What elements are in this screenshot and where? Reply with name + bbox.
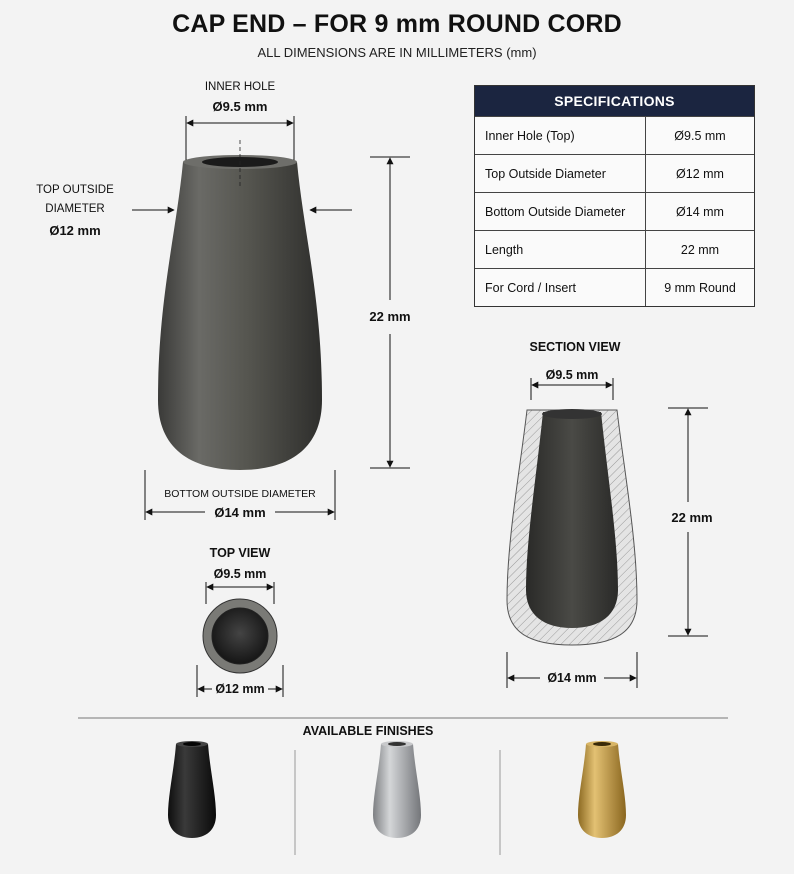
spec-row bbox=[475, 117, 754, 155]
spec-row bbox=[475, 269, 754, 307]
spec-row bbox=[475, 155, 754, 193]
spec-label: Length bbox=[475, 231, 646, 269]
spec-label: Inner Hole (Top) bbox=[475, 117, 646, 155]
bottom-od-label: BOTTOM OUTSIDE DIAMETER bbox=[164, 488, 316, 500]
bottom-od-value: Ø14 mm bbox=[214, 505, 266, 520]
section-bottom-value: Ø14 mm bbox=[547, 671, 597, 685]
section-inner-value: Ø9.5 mm bbox=[545, 368, 599, 382]
top-view-heading: TOP VIEW bbox=[209, 546, 271, 560]
section-view-illustration bbox=[507, 378, 708, 688]
spec-row bbox=[475, 193, 754, 231]
top-od-value: Ø12 mm bbox=[49, 223, 101, 238]
spec-label: For Cord / Insert bbox=[475, 269, 646, 307]
top-view-inner-value: Ø9.5 mm bbox=[213, 567, 267, 581]
finish-silver bbox=[373, 741, 421, 838]
spec-row bbox=[475, 231, 754, 269]
main-cap-illustration bbox=[158, 140, 322, 470]
spec-label: Top Outside Diameter bbox=[475, 155, 646, 193]
section-length-value: 22 mm bbox=[671, 510, 713, 525]
top-od-label-line1: TOP OUTSIDE bbox=[36, 184, 114, 196]
specifications-header: SPECIFICATIONS bbox=[475, 86, 754, 116]
top-od-label-line2: DIAMETER bbox=[45, 203, 105, 215]
spec-value: Ø12 mm bbox=[646, 155, 755, 193]
specifications-table bbox=[474, 85, 755, 307]
inner-hole-value: Ø9.5 mm bbox=[212, 99, 268, 114]
top-view-outer-value: Ø12 mm bbox=[215, 682, 265, 696]
top-view-illustration bbox=[197, 582, 283, 697]
inner-hole-label: INNER HOLE bbox=[204, 81, 276, 93]
spec-value: Ø9.5 mm bbox=[646, 117, 755, 155]
page-subtitle: ALL DIMENSIONS ARE IN MILLIMETERS (mm) bbox=[257, 45, 537, 60]
section-view-heading: SECTION VIEW bbox=[529, 340, 621, 354]
finish-gold bbox=[578, 741, 626, 838]
page-title: CAP END – FOR 9 mm ROUND CORD bbox=[172, 10, 622, 38]
inner-hole-dimension bbox=[186, 116, 294, 160]
spec-value: Ø14 mm bbox=[646, 193, 755, 231]
finish-black bbox=[168, 741, 216, 838]
spec-value: 22 mm bbox=[646, 231, 755, 269]
main-length-value: 22 mm bbox=[369, 309, 411, 324]
finishes-heading: AVAILABLE FINISHES bbox=[302, 724, 434, 738]
spec-label: Bottom Outside Diameter bbox=[475, 193, 646, 231]
spec-value: 9 mm Round bbox=[646, 269, 755, 307]
